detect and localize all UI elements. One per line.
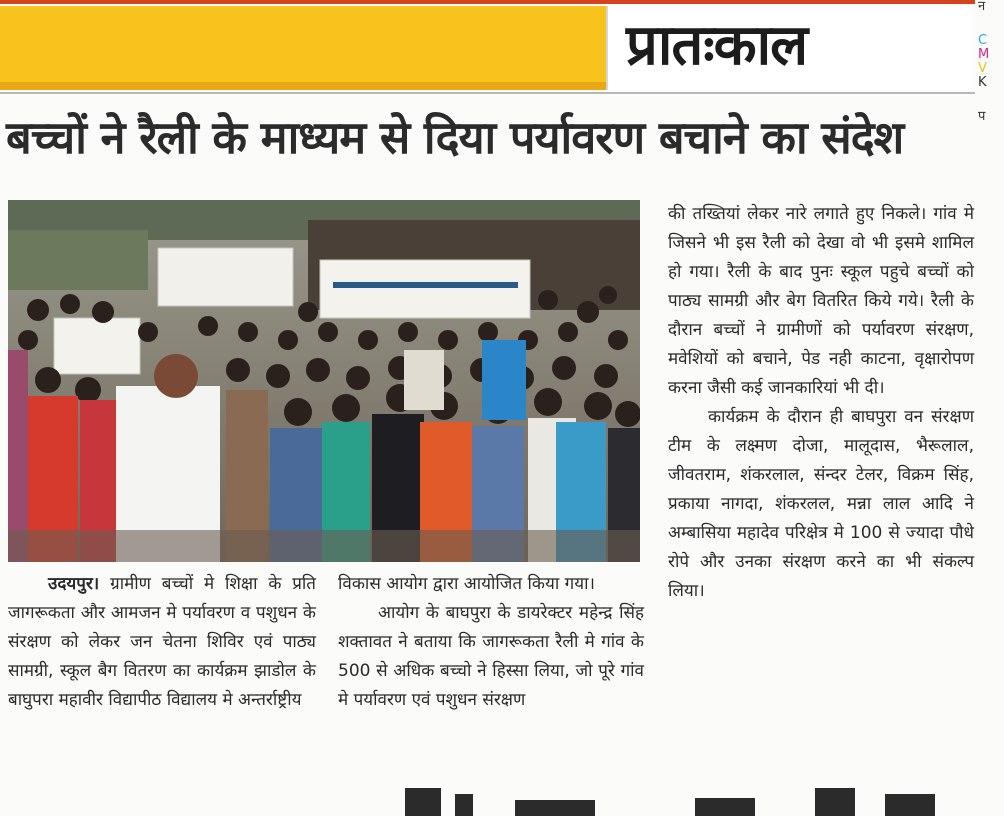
side-glyph: M <box>978 47 990 62</box>
paragraph <box>8 570 316 715</box>
article-headline: बच्चों ने रैली के माध्यम से दिया पर्यावरण बचाने का संदेश <box>6 111 904 164</box>
rally-photo <box>8 200 640 562</box>
article-column-right <box>668 200 974 606</box>
masthead-bottom-rule <box>0 92 975 94</box>
masthead-band-shade <box>0 82 606 90</box>
paragraph: आयोग के बाघपुरा के डायरेक्टर महेन्द्र सिंह शक्तावत ने बताया कि जागरूकता रैली मे गांव के 500 से अधिक बच्चो ने हिस्सा लिया, जो पूरे गांव मे पर्यावरण एवं पशुधन संरक्षण <box>338 603 644 710</box>
side-glyph: न <box>978 0 986 14</box>
side-glyph: प <box>978 109 986 124</box>
newspaper-logo: प्रातःकाल <box>626 13 808 78</box>
paragraph-text: ग्रामीण बच्चों मे शिक्षा के प्रति जागरूकता और आमजन मे पर्यावरण व पशुधन के संरक्षण को लेकर जन चेतना शिविर एवं पाठ्य सामग्री, स्कूल बैग वितरण का कार्यक्रम झाडोल के बाघुपरा महावीर विद्यापीठ विद्यालय मे अन्तर्राष्ट्रीय <box>8 574 316 710</box>
next-headline-fragment <box>395 780 955 816</box>
side-glyph: K <box>978 75 987 90</box>
paragraph: कार्यक्रम के दौरान ही बाघपुरा वन संरक्षण टीम के लक्ष्मण दोजा, मालूदास, भैरूलाल, जीवतराम, शंकरलाल, संन्दर टेलर, विक्रम सिंह, प्रकाया नागदा, शंकरलल, मन्ना लाल आदि ने अम्बासिया महादेव परिक्षेत्र मे 100 से ज्यादा पौधे रोपे और उनका संरक्षण करने का भी संकल्प लिया। <box>668 407 974 601</box>
side-glyph: V <box>978 61 987 76</box>
adjacent-page-edge <box>978 0 1004 170</box>
rally-photo-illustration <box>8 200 640 562</box>
dateline: उदयपुर। <box>48 574 100 594</box>
paragraph: विकास आयोग द्वारा आयोजित किया गया। <box>338 574 595 594</box>
newspaper-logo-box <box>606 6 972 90</box>
masthead-color-band <box>0 6 606 90</box>
article-column-middle <box>338 570 644 715</box>
article-column-left <box>8 570 316 715</box>
paragraph: की तख्तियां लेकर नारे लगाते हुए निकले। गांव मे जिसने भी इस रैली को देखा वो भी इसमे शामिल हो गया। रैली के बाद पुनः स्कूल पहुचे बच्चों को पाठ्य सामग्री और बेग वितरित किये गये। रैली के दौरान बच्चों ने ग्रामीणों को पर्यावरण संरक्षण, मवेशियों को बचाने, पेड नही काटना, वृक्षारोपण करना जैसी कई जानकारियां भी दी। <box>668 204 974 398</box>
side-glyph: C <box>978 33 988 48</box>
masthead-top-rule <box>0 0 975 4</box>
